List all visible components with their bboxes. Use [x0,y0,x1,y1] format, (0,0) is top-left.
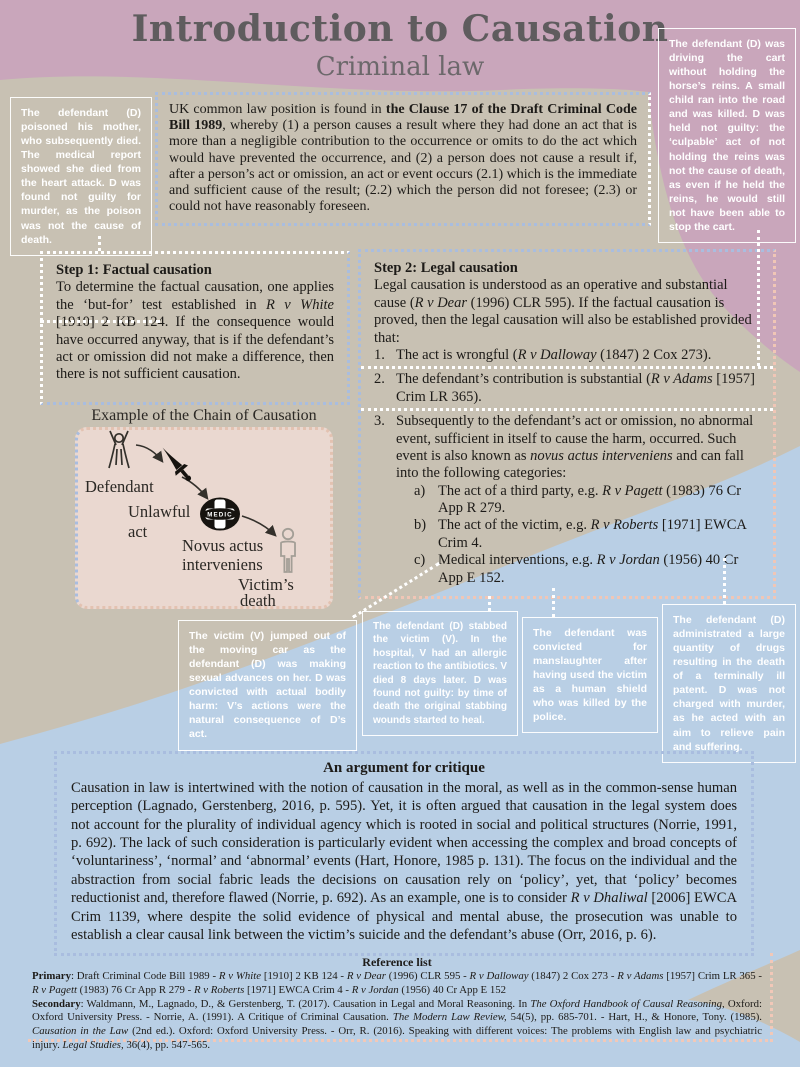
medic-badge-icon [200,498,240,531]
legal-item-1 [374,347,760,364]
defendant-icon [109,431,129,468]
item-text: Subsequently to the defendant’s act or omission, no abnormal event, sufficient in itself to cause the harm, occurred. Such event is also known as novus actus interveniens and can fall into the following categories: [396,413,754,482]
sub-item-a [414,483,760,518]
medic-badge-label: MEDIC [207,511,233,519]
reference-heading: Reference list [362,955,432,969]
item-marker: 2. [374,371,385,388]
diagram-title: Example of the Chain of Causation [91,407,317,424]
case-card-adams: The defendant (D) administrated a large quantity of drugs resulting in the death of a terminally ill patent. D was not charged with murder, as he acted with an aim to relieve pain and suffering. [662,604,796,763]
page-subtitle: Criminal law [315,52,485,82]
legal-item-3 [374,413,760,483]
sub-item-b [414,517,760,552]
reference-secondary: Secondary: Waldmann, M., Lagnado, D., & Gerstenberg, T. (2017). Causation in Legal and Moral Reasoning. In The Oxford Handbook of Causal Reasoning, Oxford: Oxford University Press. - Norrie, A. (1991). A Critique of Criminal Causation. The Modern Law Review, 54(5), pp. 685-701. - Hart, H., & Honore, Tony. (1985). Causation in the Law (2nd ed.). Oxford: Oxford University Press. - Orr, R. (2016). Speaking with different voices: The problems with English law and psychiatric injury. Legal Studies, 36(4), pp. 547-565. [32,997,763,1051]
step2-intro: Legal causation is understood as an operative and substantial cause (R v Dear (1996) CLR 595). If the factual causation is proved, then the legal causation will also be established provided that: [374,277,752,346]
connector-pagett [552,588,555,617]
item-marker: a) [414,482,426,499]
victim-icon [281,529,295,572]
arrow-act-to-novus [182,477,207,498]
critique-heading: An argument for critique [323,760,485,776]
sub-item-c [414,552,760,587]
connector-adams [723,558,726,604]
white-dotted-segment [40,320,160,323]
connector-white-case [98,236,101,251]
label-victim-1: Victim’s [238,575,294,594]
case-card-dalloway: The defendant (D) was driving the cart without holding the horse’s reins. A small child ran into the road and was killed. D was held not guilty: the ‘culpable’ act of not holding the reins was not the cause of death, as even if he held the reins, he would still not have been able to stop the cart. [658,28,796,243]
item-marker: 3. [374,413,385,430]
item-text: Medical interventions, e.g. R v Jordan (1956) 40 Cr App E 152. [438,552,739,586]
case-card-roberts: The victim (V) jumped out of the moving car as the defendant (D) was making sexual advances on her. D was convicted with actual bodily harm: V’s actions were the natural consequence of D’s act. [178,620,357,751]
arrow-defendant-to-act [136,445,162,461]
dagger-icon [156,442,196,485]
step1-body: To determine the factual causation, one applies the ‘but-for’ test established in R v White [1910] 2 KB 124. If the consequence would have occurred anyway, that is if the defendant’s act or omission did not make a difference, then there is not sufficient causation. [56,279,334,383]
diagram-canvas [78,430,330,606]
item-marker: c) [414,552,426,569]
item-text: The defendant’s contribution is substantial (R v Adams [1957] Crim LR 365). [396,371,755,405]
case-card-jordan: The defendant (D) stabbed the victim (V). In the hospital, V had an allergic reaction to the antibiotics. V died 8 days later. D was found not guilty: by time of death the original stabbing wounds started to heal. [362,611,518,736]
reference-primary: Primary: Draft Criminal Code Bill 1989 - R v White [1910] 2 KB 124 - R v Dear (1996) CLR 595 - R v Dalloway (1847) 2 Cox 273 - R v Adams [1957] Crim LR 365 - R v Pagett (1983) 76 Cr App R 279 - R v Roberts [1971] EWCA Crim 4 - R v Jordan (1956) 40 Cr App E 152 [32,970,762,996]
item-text: The act of the victim, e.g. R v Roberts [1971] EWCA Crim 4. [438,517,747,551]
step1-heading: Step 1: Factual causation [56,262,212,278]
step2-heading: Step 2: Legal causation [374,260,518,276]
connector-underline-dalloway [361,366,773,369]
label-novus-2: interveniens [182,555,263,574]
arrow-novus-to-death [242,516,275,535]
label-victim-2: death [240,591,276,606]
step1-factual-causation-box [40,251,350,405]
connector-underline-adams [361,408,773,411]
item-text: The act is wrongful (R v Dalloway (1847) 2 Cox 273). [396,346,712,363]
label-unlawful-2: act [128,522,148,541]
item-marker: 1. [374,346,385,363]
item-marker: b) [414,517,427,534]
draft-code-box: UK common law position is found in the Clause 17 of the Draft Criminal Code Bill 1989, whereby (1) a person causes a result where they had done an act that is more than a negligible contribution to the occurrence or omits to do the act which would have prevented the occurrence, and (2) a person does not cause a result if, after a person’s act or omission, an act or event occurs (2.1) which is the immediate and sufficient cause of the result; (2.2) which the person did not foresee; (2.3) or could not have reasonably foreseen. [155,92,651,226]
page-title: Introduction to Causation [131,8,669,50]
chain-of-causation-diagram [75,427,333,609]
label-defendant: Defendant [85,477,154,496]
case-card-pagett: The defendant was convicted for manslaughter after having used the victim as a human shield who was killed by the police. [522,617,658,733]
connector-dalloway [757,230,760,366]
case-card-white: The defendant (D) poisoned his mother, who subsequently died. The medical report showed she died from the heart attack. D was found not guilty for murder, as the poison was not the cause of death. [10,97,152,256]
label-novus-1: Novus actus [182,536,264,555]
connector-jordan [488,596,491,611]
reference-list [28,953,773,1051]
item-text: The act of a third party, e.g. R v Pagett (1983) 76 Cr App R 279. [438,482,742,517]
step2-legal-causation-box [358,249,776,599]
label-unlawful-1: Unlawful [128,502,191,521]
critique-body: Causation in law is intertwined with the notion of causation in the moral, as well as in the common-sense human perception (Lagnado, Gerstenberg, 2016, p. 595). Yet, it is often argued that causation in the legal system does not account for the plurality of individual agency which is rooted in social and political structures (Norrie, 1991, p. 692). The lack of such consideration is particularly evident when accessing the complex and broad concepts of ‘voluntariness’, ‘normal’ and ‘abnormal’ events (Hart, Honore, 1985 p. 131). The focus on the individual and the abstraction from social fabric leads the decisions on causation rely on ‘policy’, yet, that ‘policy’ becomes reductionist and, therefore flawed (Norrie, p. 692). As an example, one is to consider R v Dhaliwal [2006] EWCA Crim 1139, where despite the solid evidence of physical and mental abuse, the prosecution was unable to establish a clear causal link between the victim’s suicide and the defendant’s abuse (Orr, 2016, p. 6). [71,779,737,943]
novus-actus-sublist [414,483,760,587]
critique-box [54,751,754,956]
legal-item-2 [374,371,760,406]
